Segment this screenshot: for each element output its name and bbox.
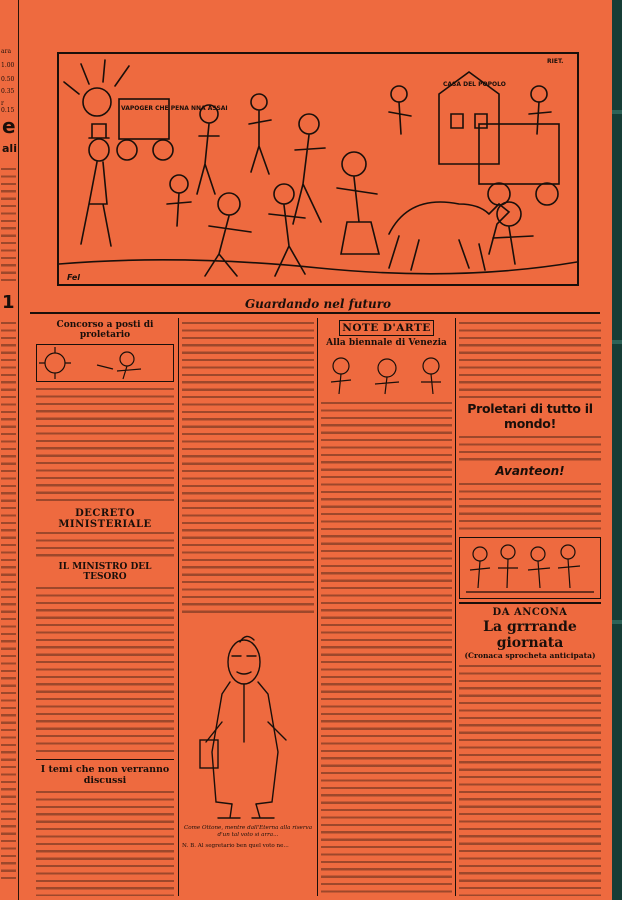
marchers-illustration: [459, 537, 601, 599]
portrait-caption: Come Ottone, mentre dall'Eterna alla riserva d'un tal voto si arra...: [183, 825, 313, 839]
column-rule: [317, 318, 318, 896]
column-1: [36, 318, 174, 896]
margin-price: 0.35: [1, 88, 15, 95]
footnote: N. B. Al segretario ben quel voto ne...: [182, 842, 289, 849]
ministry-heading: IL MINISTRO DEL TESORO: [58, 562, 152, 582]
margin-price: ara: [1, 48, 12, 55]
decree-heading: DECRETO MINISTERIALE: [58, 508, 152, 530]
section-title: I temi che non verranno discussi: [40, 764, 170, 786]
cartoon-corner-mark: RIET.: [547, 58, 564, 65]
article-title: Concorso a posti di proletario: [56, 320, 154, 340]
cartoon-illustration: [57, 52, 579, 286]
cartoon-sign-right: CASA DEL POPOLO: [443, 81, 506, 88]
subhead: Avanteon!: [495, 464, 565, 478]
dateline: DA ANCONA: [492, 607, 568, 618]
cartoon-signature: Fel: [67, 273, 81, 282]
cartoon-sign-left: VAPOGER CHE PENA NNA ASSAI: [121, 105, 228, 112]
section-subheader: Alla biennale di Venezia: [326, 338, 447, 348]
column-2: [182, 318, 314, 896]
margin-fragment: 1: [2, 292, 15, 313]
story-subtitle: (Cronaca sprocheta anticipata): [464, 651, 596, 660]
headline: Proletari di tutto il mondo!: [467, 401, 593, 431]
book-spine: [612, 0, 622, 900]
margin-fragment: ali: [2, 142, 17, 155]
left-margin-fragment: [0, 0, 19, 900]
column-3: [321, 318, 452, 896]
margin-fragment: e: [2, 114, 16, 138]
column-rule: [178, 318, 179, 896]
margin-price: r 0.15: [1, 100, 15, 114]
column-rule: [455, 318, 456, 896]
portrait-illustration: [182, 622, 314, 822]
cartoon-drawing: [59, 54, 577, 284]
section-rule: [30, 312, 600, 314]
margin-price: 0.50: [1, 76, 15, 83]
section-header-box: [339, 320, 434, 336]
article-illustration: [36, 344, 174, 382]
story-title: La grrrande giornata: [483, 619, 577, 651]
cartoon-caption: Guardando nel futuro: [244, 297, 392, 311]
column-4: [459, 318, 601, 896]
figures-illustration: [321, 352, 452, 396]
margin-price: 1.00: [1, 62, 15, 69]
section-header: NOTE D'ARTE: [342, 322, 431, 334]
